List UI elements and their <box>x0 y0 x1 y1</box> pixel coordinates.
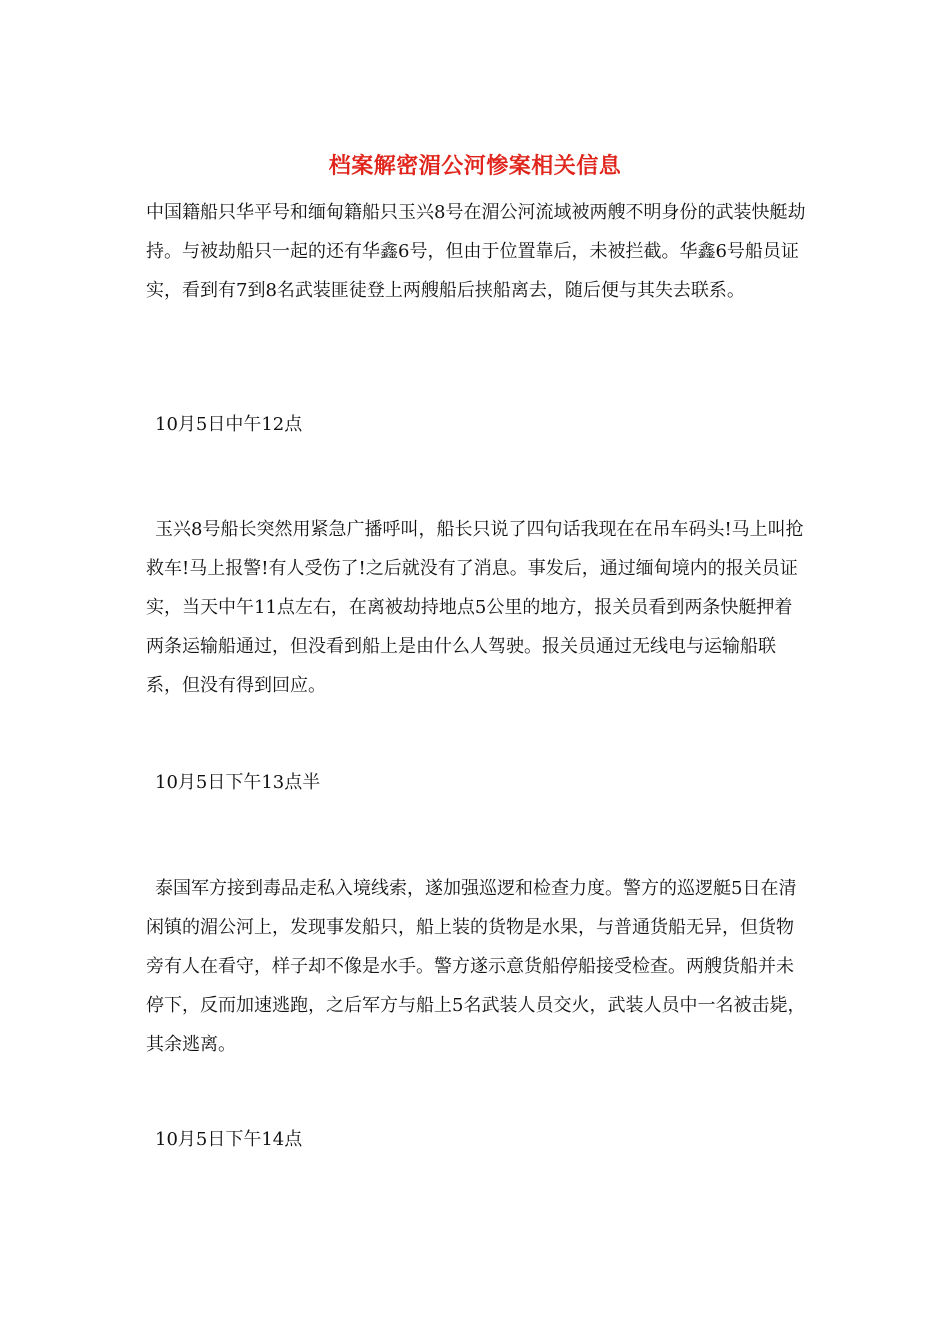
paragraph-captain-broadcast: 玉兴8号船长突然用紧急广播呼叫，船长只说了四句话我现在在吊车码头!马上叫抢救车!马上报警!有人受伤了!之后就没有了消息。事发后，通过缅甸境内的报关员证实，当天中午11点左右，在离被劫持地点5公里的地方，报关员看到两条快艇押着两条运输船通过，但没看到船上是由什么人驾驶。报关员通过无线电与运输船联系，但没有得到回应。 <box>146 519 804 696</box>
paragraph-thai-military: 泰国军方接到毒品走私入境线索，遂加强巡逻和检查力度。警方的巡逻艇5日在清闲镇的湄公河上，发现事发船只，船上装的货物是水果，与普通货船无异，但货物旁有人在看守，样子却不像是水手。警方遂示意货船停船接受检查。两艘货船并未停下，反而加速逃跑，之后军方与船上5名武装人员交火，武装人员中一名被击毙，其余逃离。 <box>146 878 806 1055</box>
timestamp-heading: 10月5日下午14点 <box>155 1129 303 1150</box>
timestamp-heading: 10月5日中午12点 <box>155 414 303 435</box>
timestamp-heading: 10月5日下午13点半 <box>155 772 321 793</box>
paragraph-intro: 中国籍船只华平号和缅甸籍船只玉兴8号在湄公河流域被两艘不明身份的武装快艇劫持。与被劫船只一起的还有华鑫6号，但由于位置靠后，未被拦截。华鑫6号船员证实，看到有7到8名武装匪徒登上两艘船后挟船离去，随后便与其失去联系。 <box>146 202 806 301</box>
document-title: 档案解密湄公河惨案相关信息 <box>328 154 622 179</box>
